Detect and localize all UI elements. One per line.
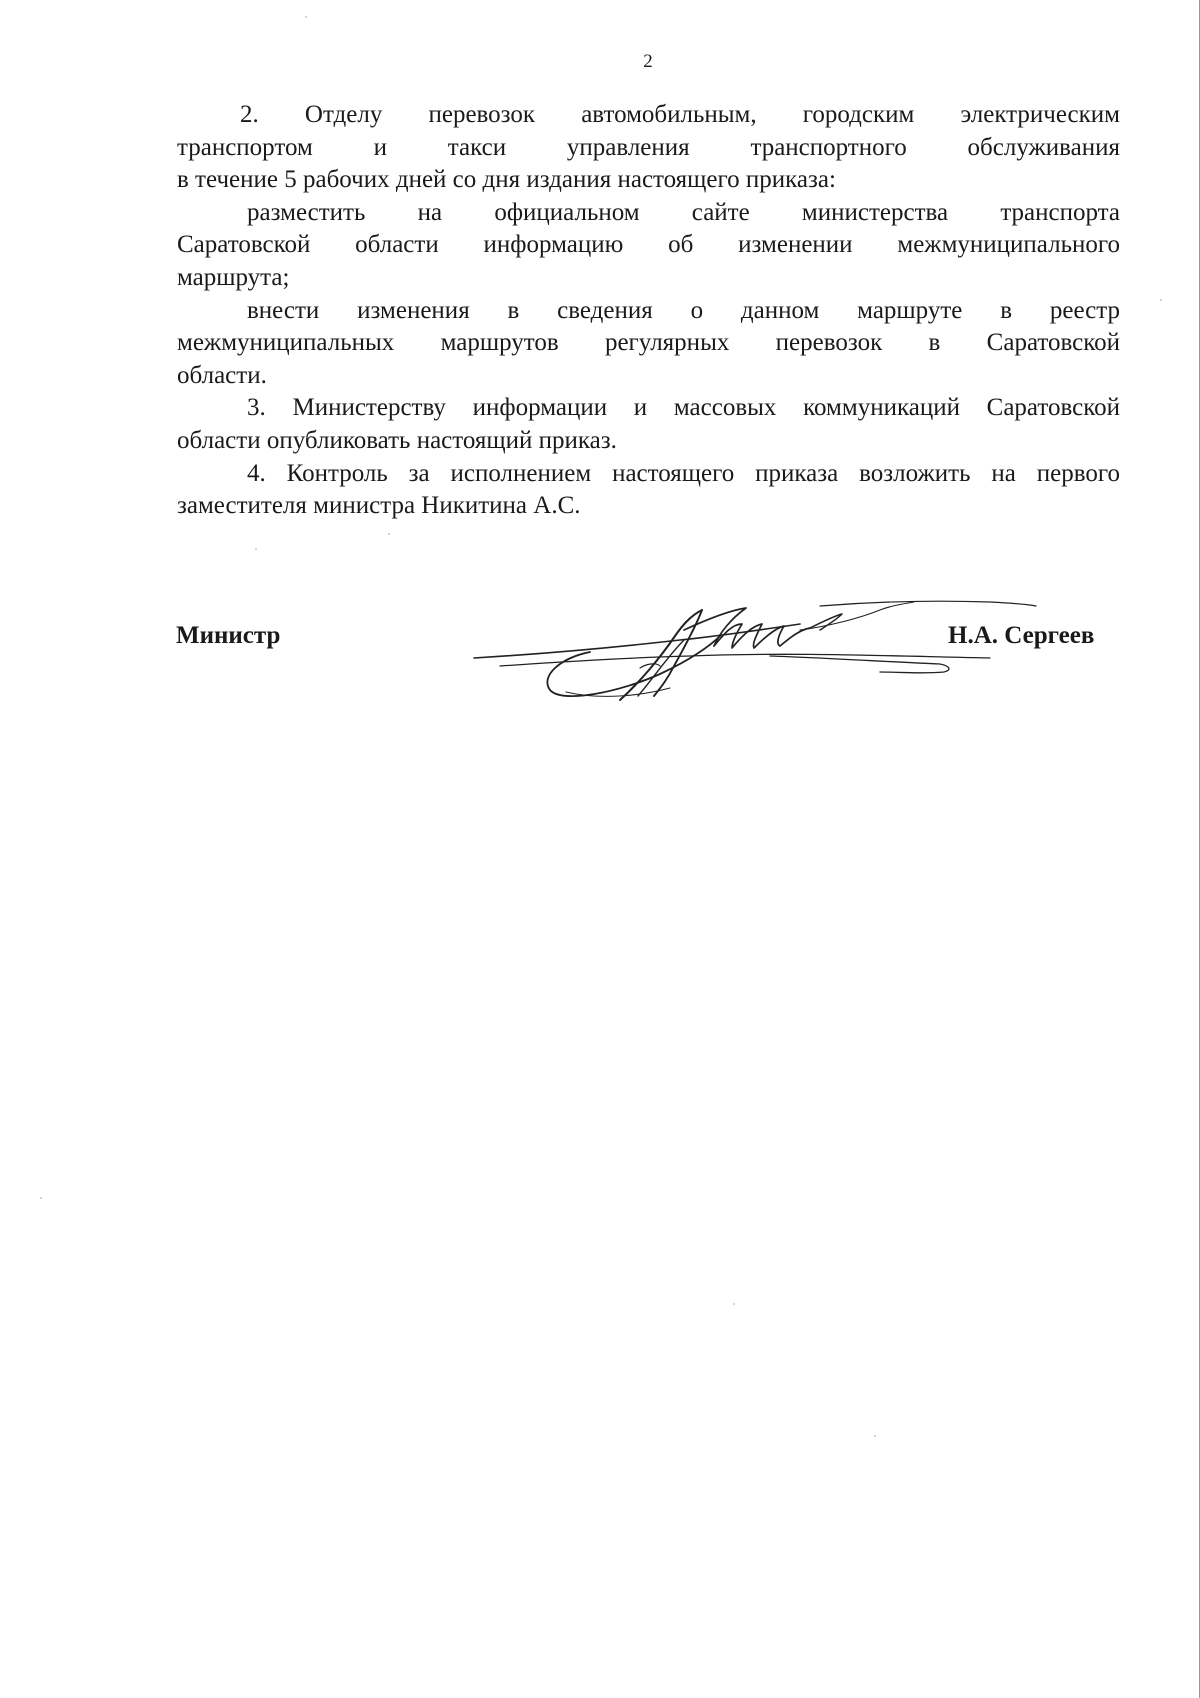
item-registry-line-2: межмуниципальных маршрутов регулярных перевозок в Саратовской: [177, 329, 1120, 357]
paragraph-2: [177, 99, 1120, 197]
paragraph-3-line-2: области опубликовать настоящий приказ.: [177, 426, 617, 454]
item-registry-line-1: внести изменения в сведения о данном маршруте в реестр: [247, 296, 1120, 324]
handwritten-signature: [470, 596, 1070, 706]
scan-speck: [733, 1303, 735, 1305]
signatory-name: Н.А. Сергеев: [948, 622, 1095, 649]
paragraph-3-line-1: 3. Министерству информации и массовых коммуникаций Саратовской: [247, 394, 1120, 422]
scan-speck: [874, 1435, 876, 1437]
scan-speck: [1160, 299, 1162, 301]
scan-speck: [388, 533, 390, 535]
item-update-registry: [177, 295, 1120, 393]
document-body: [177, 99, 1120, 523]
signatory-title: Министр: [176, 622, 281, 649]
paragraph-2-line-1: 2. Отделу перевозок автомобильным, городским электрическим: [240, 101, 1120, 128]
paragraph-2-line-3: в течение 5 рабочих дней со дня издания настоящего приказа:: [177, 166, 836, 194]
item-publish-line-3: маршрута;: [177, 263, 290, 291]
item-publish-on-site: [177, 197, 1120, 295]
scan-speck: [305, 16, 307, 18]
paragraph-4-line-2: заместителя министра Никитина А.С.: [177, 492, 581, 520]
page-number: 2: [643, 51, 653, 72]
paragraph-3: [177, 392, 1120, 457]
item-publish-line-1: разместить на официальном сайте министерства транспорта: [247, 198, 1120, 226]
paragraph-4-line-1: 4. Контроль за исполнением настоящего приказа возложить на первого: [247, 459, 1120, 487]
item-registry-line-3: области.: [177, 361, 267, 389]
scan-speck: [40, 1197, 42, 1199]
item-publish-line-2: Саратовской области информацию об изменении межмуниципального: [177, 231, 1120, 259]
paragraph-4: [177, 458, 1120, 523]
paragraph-2-line-2: транспортом и такси управления транспортного обслуживания: [177, 133, 1120, 161]
scan-speck: [255, 548, 257, 550]
